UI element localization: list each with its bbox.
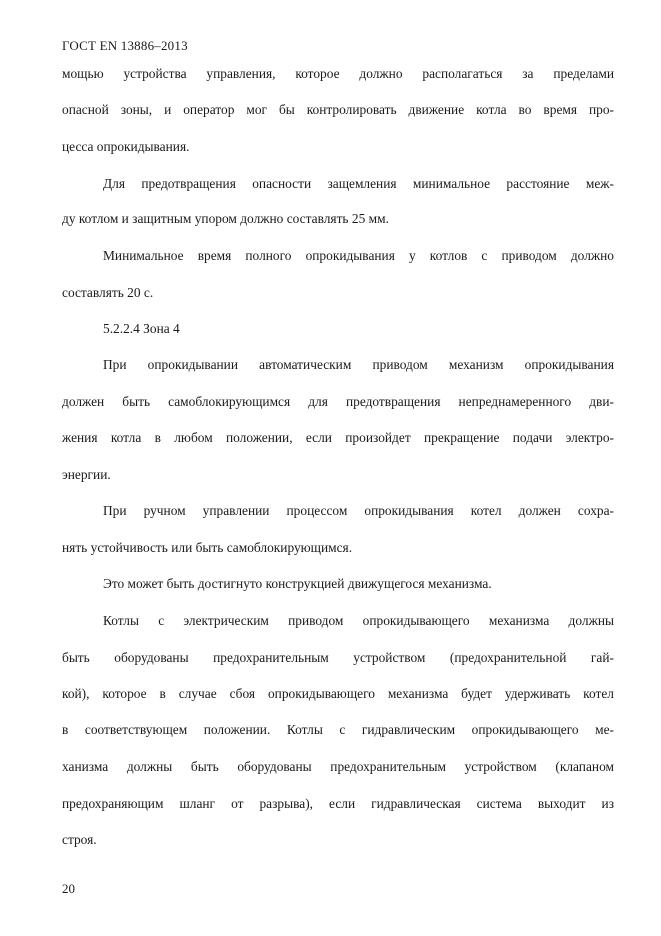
body-text-line: ду котлом и защитным упором должно составлять 25 мм. (62, 211, 389, 226)
body-text-line: жения котла в любом положении, если произойдет прекращение подачи электро- (62, 430, 614, 445)
body-text-line: предохраняющим шланг от разрыва), если гидравлическая система выходит из (62, 796, 614, 811)
body-text-line: ханизма должны быть оборудованы предохранительным устройством (клапаном (62, 759, 614, 774)
paragraph-first-line: Для предотвращения опасности защемления минимальное расстояние меж- (103, 176, 614, 191)
body-text-line: строя. (62, 832, 97, 847)
body-text-line: составлять 20 с. (62, 285, 154, 300)
paragraph-first-line: Это может быть достигнуто конструкцией движущегося механизма. (103, 576, 492, 591)
section-heading: 5.2.2.4 Зона 4 (103, 321, 180, 336)
body-text-line: быть оборудованы предохранительным устройством (предохранительной гай- (62, 650, 614, 665)
body-text-line: цесса опрокидывания. (62, 139, 190, 154)
document-code-header: ГОСТ EN 13886–2013 (62, 38, 188, 53)
body-text-line: кой), которое в случае сбоя опрокидывающего механизма будет удерживать котел (62, 686, 614, 701)
paragraph-first-line: Котлы с электрическим приводом опрокидывающего механизма должны (103, 613, 614, 628)
paragraph-first-line: Минимальное время полного опрокидывания у котлов с приводом должно (103, 248, 614, 263)
paragraph-first-line: При опрокидывании автоматическим приводом механизм опрокидывания (103, 357, 614, 372)
body-text-line: энергии. (62, 467, 111, 482)
body-text-line: опасной зоны, и оператор мог бы контролировать движение котла во время про- (62, 102, 614, 117)
body-text-line: мощью устройства управления, которое должно располагаться за пределами (62, 66, 614, 81)
body-text-line: нять устойчивость или быть самоблокирующимся. (62, 540, 353, 555)
page-number: 20 (62, 881, 75, 896)
body-text-line: в соответствующем положении. Котлы с гидравлическим опрокидывающего ме- (62, 722, 614, 737)
body-text-line: должен быть самоблокирующимся для предотвращения непреднамеренного дви- (62, 394, 614, 409)
paragraph-first-line: При ручном управлении процессом опрокидывания котел должен сохра- (103, 503, 614, 518)
